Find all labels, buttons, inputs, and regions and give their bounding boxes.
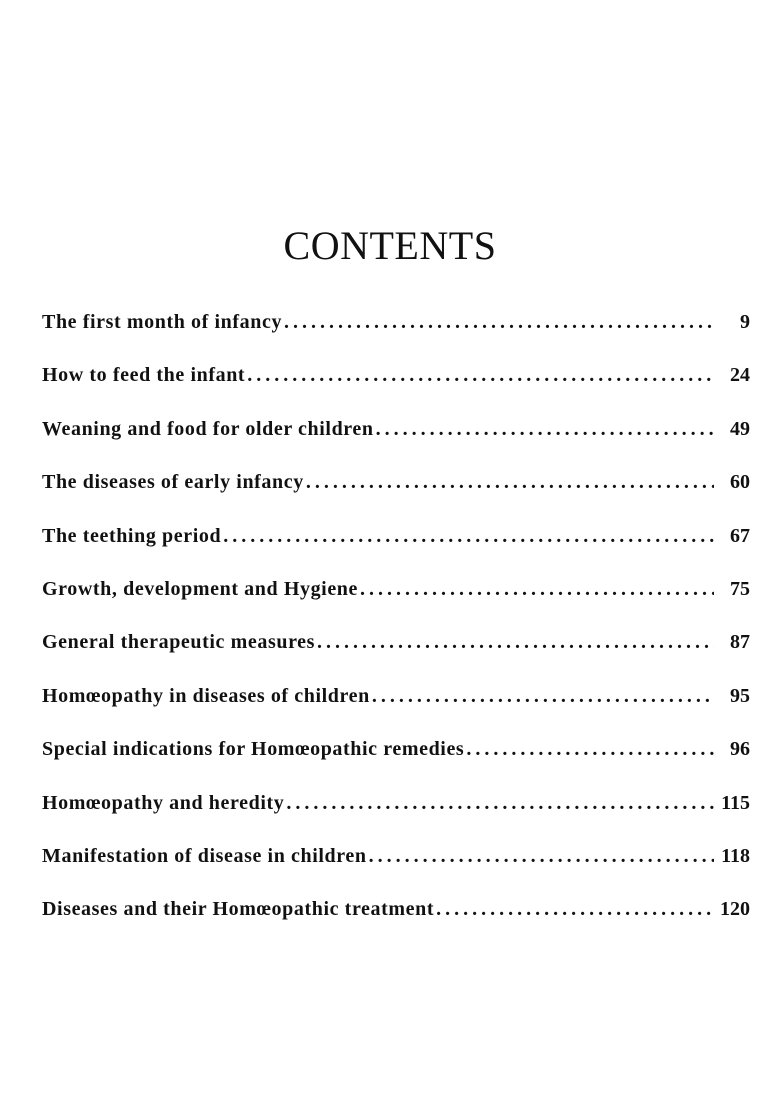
dot-leader [466, 738, 714, 761]
toc-entry [42, 364, 750, 417]
toc-entry [42, 418, 750, 471]
toc-entry [42, 685, 750, 738]
dot-leader [284, 311, 714, 334]
toc-entry-label: Manifestation of disease in children [42, 844, 367, 867]
toc-entry-page: 96 [730, 738, 750, 761]
dot-leader [223, 525, 714, 548]
page-title: CONTENTS [283, 223, 497, 268]
toc-entry-label: The diseases of early infancy [42, 471, 304, 494]
toc-entry [42, 578, 750, 631]
toc-entry-page: 95 [730, 684, 750, 707]
toc-entry-label: Special indications for Homœopathic remedies [42, 738, 465, 761]
toc-entry-label: Homœopathy in diseases of children [42, 684, 370, 707]
toc-entry-page: 9 [740, 311, 750, 333]
dot-leader [247, 364, 714, 387]
toc-entry-page: 49 [730, 417, 750, 440]
toc-entry [42, 898, 750, 951]
table-of-contents [42, 311, 750, 952]
dot-leader [372, 685, 714, 708]
toc-entry [42, 631, 750, 684]
dot-leader [317, 631, 714, 654]
toc-entry-label: Homœopathy and heredity [42, 791, 285, 814]
toc-entry-label: The teething period [42, 524, 222, 547]
toc-entry-label: Weaning and food for older children [42, 417, 374, 440]
toc-entry-page: 24 [730, 364, 750, 387]
toc-entry [42, 471, 750, 524]
dot-leader [360, 578, 714, 601]
dot-leader [436, 898, 714, 921]
toc-entry [42, 738, 750, 791]
toc-entry-page: 120 [720, 898, 750, 921]
dot-leader [369, 845, 714, 868]
dot-leader [376, 418, 714, 441]
toc-entry-page: 60 [730, 471, 750, 494]
toc-entry-label: Diseases and their Homœopathic treatment [42, 898, 435, 921]
dot-leader [286, 792, 714, 815]
toc-entry-label: Growth, development and Hygiene [42, 577, 359, 600]
toc-entry [42, 792, 750, 845]
toc-entry-page: 87 [730, 631, 750, 654]
toc-entry [42, 845, 750, 898]
toc-entry-page: 75 [730, 577, 750, 600]
dot-leader [306, 471, 714, 494]
toc-entry-label: How to feed the infant [42, 364, 246, 387]
toc-entry [42, 311, 750, 364]
toc-entry-label: General therapeutic measures [42, 631, 316, 654]
toc-entry-page: 118 [721, 844, 750, 867]
toc-entry [42, 525, 750, 578]
toc-entry-label: The first month of infancy [42, 311, 283, 333]
toc-entry-page: 67 [730, 524, 750, 547]
toc-entry-page: 115 [721, 791, 750, 814]
